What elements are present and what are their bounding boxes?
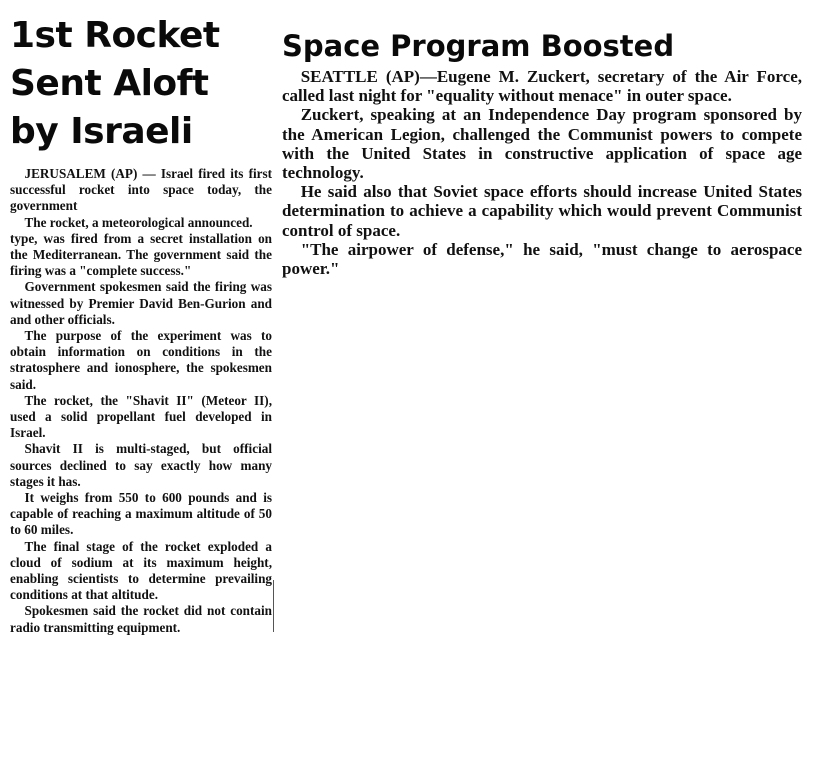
article-paragraph: The final stage of the rocket exploded a cloud of sodium at its maximum height, enabling scientists to determine prevailing conditions at that altitude.	[10, 538, 272, 603]
headline-line: by Israeli	[10, 111, 193, 152]
article-paragraph: type, was fired from a secret installation on the Mediterranean. The government said the firing was a "complete success."	[10, 230, 272, 279]
space-program-body	[282, 67, 802, 278]
article-paragraph: The rocket, a meteorological announced.	[24, 214, 253, 230]
article-paragraph: Zuckert, speaking at an Independence Day program sponsored by the American Legion, challenged the Communist powers to compete with the United States in constructive application of space age technology.	[282, 105, 802, 183]
article-paragraph: The rocket, the "Shavit II" (Meteor II), used a solid propellant fuel developed in Israel.	[10, 392, 272, 441]
article-paragraph: "The airpower of defense," he said, "must change to aerospace power."	[282, 239, 802, 279]
article-paragraph: He said also that Soviet space efforts should increase United States determination to achieve a capability which would prevent Communist control of space.	[282, 182, 802, 240]
column-rule	[273, 580, 274, 632]
headline-line: Sent Aloft	[10, 63, 209, 104]
space-program-article	[282, 0, 802, 278]
article-paragraph: Spokesmen said the rocket did not contain radio transmitting equipment.	[10, 603, 272, 635]
space-program-headline: Space Program Boosted	[282, 29, 675, 63]
headline-line: 1st Rocket	[10, 15, 220, 56]
article-paragraph: The purpose of the experiment was to obtain information on conditions in the stratosphere and ionosphere, the spokesmen said.	[10, 328, 272, 392]
article-paragraph: Government spokesmen said the firing was witnessed by Premier David Ben-Gurion and and other officials.	[10, 279, 272, 327]
israeli-rocket-headline	[10, 12, 272, 156]
article-paragraph: It weighs from 550 to 600 pounds and is capable of reaching a maximum altitude of 50 to 60 miles.	[10, 490, 272, 538]
article-paragraph: JERUSALEM (AP) — Israel fired its first successful rocket into space today, the government	[10, 166, 272, 214]
israeli-rocket-body	[10, 166, 272, 636]
article-paragraph: Shavit II is multi-staged, but official sources declined to say exactly how many stages it has.	[10, 441, 272, 489]
article-paragraph: SEATTLE (AP)—Eugene M. Zuckert, secretary of the Air Force, called last night for "equality without menace" in outer space.	[282, 67, 802, 106]
israeli-rocket-article	[10, 0, 272, 636]
